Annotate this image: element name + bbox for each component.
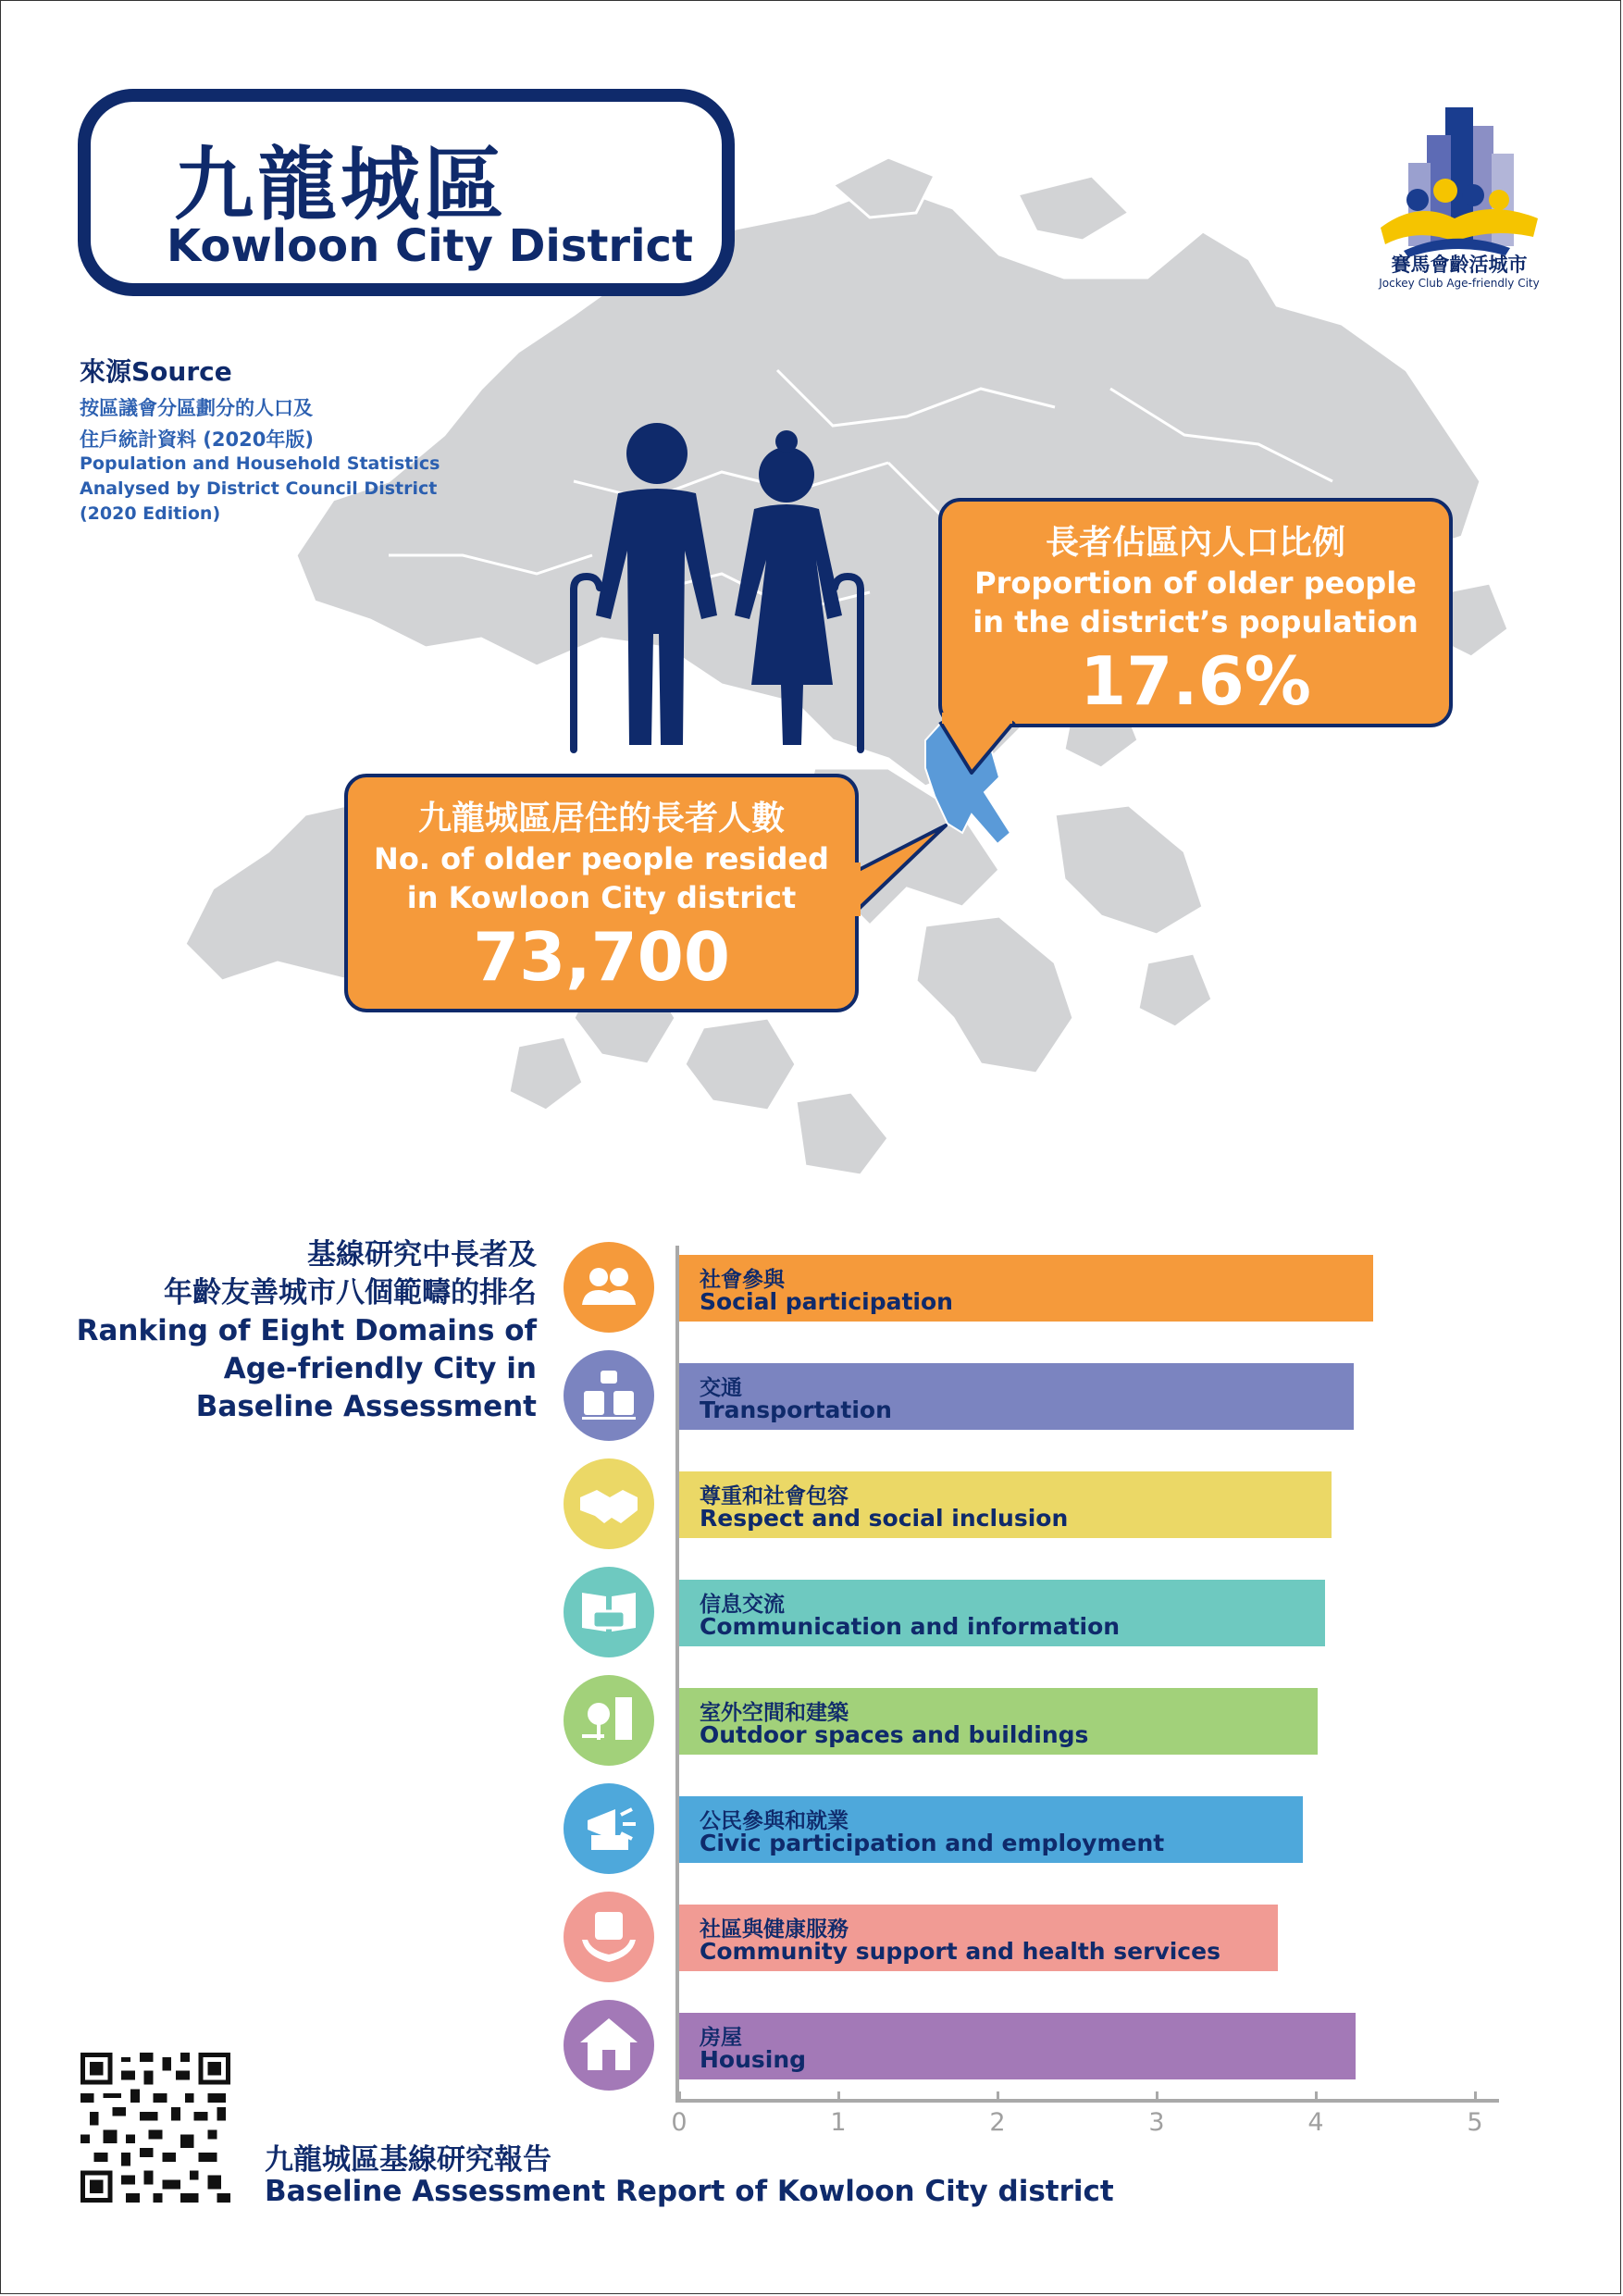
footer-title-zh: 九龍城區基線研究報告 <box>265 2143 551 2177</box>
page-title-zh: 九龍城區 <box>174 139 507 231</box>
older-people-value: 73,700 <box>473 918 730 996</box>
older-people-label-en1: No. of older people resided <box>374 841 829 876</box>
bar-label-en: Transportation <box>700 1396 892 1423</box>
park-building-icon <box>564 1675 654 1766</box>
logo-text-zh: 賽馬會齡活城市 <box>1391 254 1528 276</box>
chart-bar <box>679 2013 1356 2079</box>
title-box <box>78 89 735 296</box>
bar-label-en: Social participation <box>700 1288 953 1315</box>
x-tick-mark <box>678 2091 681 2103</box>
bar-label-zh: 公民參與和就業 <box>700 1809 849 1833</box>
proportion-callout <box>938 498 1453 727</box>
x-tick-label: 3 <box>1148 2108 1165 2137</box>
proportion-label-en1: Proportion of older people <box>974 565 1417 601</box>
handshake-icon <box>564 1458 654 1549</box>
source-block <box>80 352 468 527</box>
ranking-title-zh2: 年齡友善城市八個範疇的排名 <box>164 1276 537 1309</box>
older-people-label-en2: in Kowloon City district <box>406 880 797 915</box>
source-zh-line1: 按區議會分區劃分的人口及 <box>80 397 313 419</box>
chart-bar <box>679 1471 1332 1538</box>
chart-bar <box>679 1688 1318 1755</box>
people-icon <box>564 1242 654 1333</box>
megaphone-icon <box>564 1783 654 1874</box>
bar-label-zh: 社會參與 <box>700 1268 785 1292</box>
page-title-en: Kowloon City District <box>167 220 693 272</box>
proportion-value: 17.6% <box>1080 642 1311 720</box>
chart-bar <box>679 1363 1354 1430</box>
house-icon <box>564 2000 654 2091</box>
older-people-callout <box>344 774 859 1012</box>
proportion-label-zh: 長者佔區內人口比例 <box>1045 524 1345 562</box>
bar-label-zh: 交通 <box>700 1376 742 1400</box>
x-tick-mark <box>1474 2091 1477 2103</box>
book-chat-icon <box>564 1567 654 1657</box>
care-icon <box>564 1892 654 1982</box>
source-en-line2: Analysed by District Council District <box>80 478 438 499</box>
x-tick-label: 1 <box>830 2108 847 2137</box>
ranking-title-en2: Age-friendly City in <box>223 1352 537 1385</box>
x-tick-mark <box>837 2091 840 2103</box>
source-en-line3: (2020 Edition) <box>80 503 221 524</box>
bar-label-en: Housing <box>700 2046 807 2073</box>
source-en-line1: Population and Household Statistics <box>80 453 440 474</box>
elderly-couple-icon <box>564 421 879 754</box>
bar-label-zh: 房屋 <box>700 2026 742 2050</box>
x-tick-label: 0 <box>671 2108 688 2137</box>
x-tick-mark <box>997 2091 999 2103</box>
chart-bar <box>679 1580 1325 1646</box>
x-tick-mark <box>1156 2091 1158 2103</box>
bar-label-zh: 信息交流 <box>700 1593 785 1617</box>
chart-x-axis <box>675 2099 1499 2103</box>
bar-label-en: Civic participation and employment <box>700 1830 1165 1856</box>
bus-icon <box>564 1350 654 1441</box>
x-tick-label: 4 <box>1307 2108 1324 2137</box>
older-people-label-zh: 九龍城區居住的長者人數 <box>417 800 785 838</box>
bar-label-en: Respect and social inclusion <box>700 1505 1069 1532</box>
ranking-title-en3: Baseline Assessment <box>195 1390 537 1423</box>
logo-text-en: Jockey Club Age-friendly City <box>1379 277 1540 290</box>
chart-bar <box>679 1255 1373 1322</box>
bar-label-zh: 尊重和社會包容 <box>700 1484 849 1508</box>
footer-title-en: Baseline Assessment Report of Kowloon City district <box>265 2175 1114 2208</box>
ranking-title-zh1: 基線研究中長者及 <box>307 1238 537 1272</box>
bar-label-zh: 室外空間和建築 <box>700 1701 849 1725</box>
proportion-callout-pointer <box>935 703 1036 787</box>
x-tick-label: 2 <box>989 2108 1006 2137</box>
chart-bar <box>679 1905 1278 1971</box>
bar-label-zh: 社區與健康服務 <box>700 1917 849 1942</box>
bar-label-en: Outdoor spaces and buildings <box>700 1721 1089 1748</box>
older-people-callout-pointer <box>833 814 953 916</box>
bar-label-en: Communication and information <box>700 1613 1121 1640</box>
bar-label-en: Community support and health services <box>700 1938 1220 1965</box>
source-heading: 來源Source <box>80 356 232 387</box>
proportion-label-en2: in the district’s population <box>973 604 1419 639</box>
source-zh-line2: 住戶統計資料 (2020年版) <box>80 428 314 451</box>
chart-bar <box>679 1796 1303 1863</box>
x-tick-label: 5 <box>1467 2108 1483 2137</box>
qr-code <box>80 2053 231 2203</box>
ranking-title <box>56 1236 537 1426</box>
x-tick-mark <box>1315 2091 1318 2103</box>
ranking-title-en1: Ranking of Eight Domains of <box>76 1314 537 1347</box>
